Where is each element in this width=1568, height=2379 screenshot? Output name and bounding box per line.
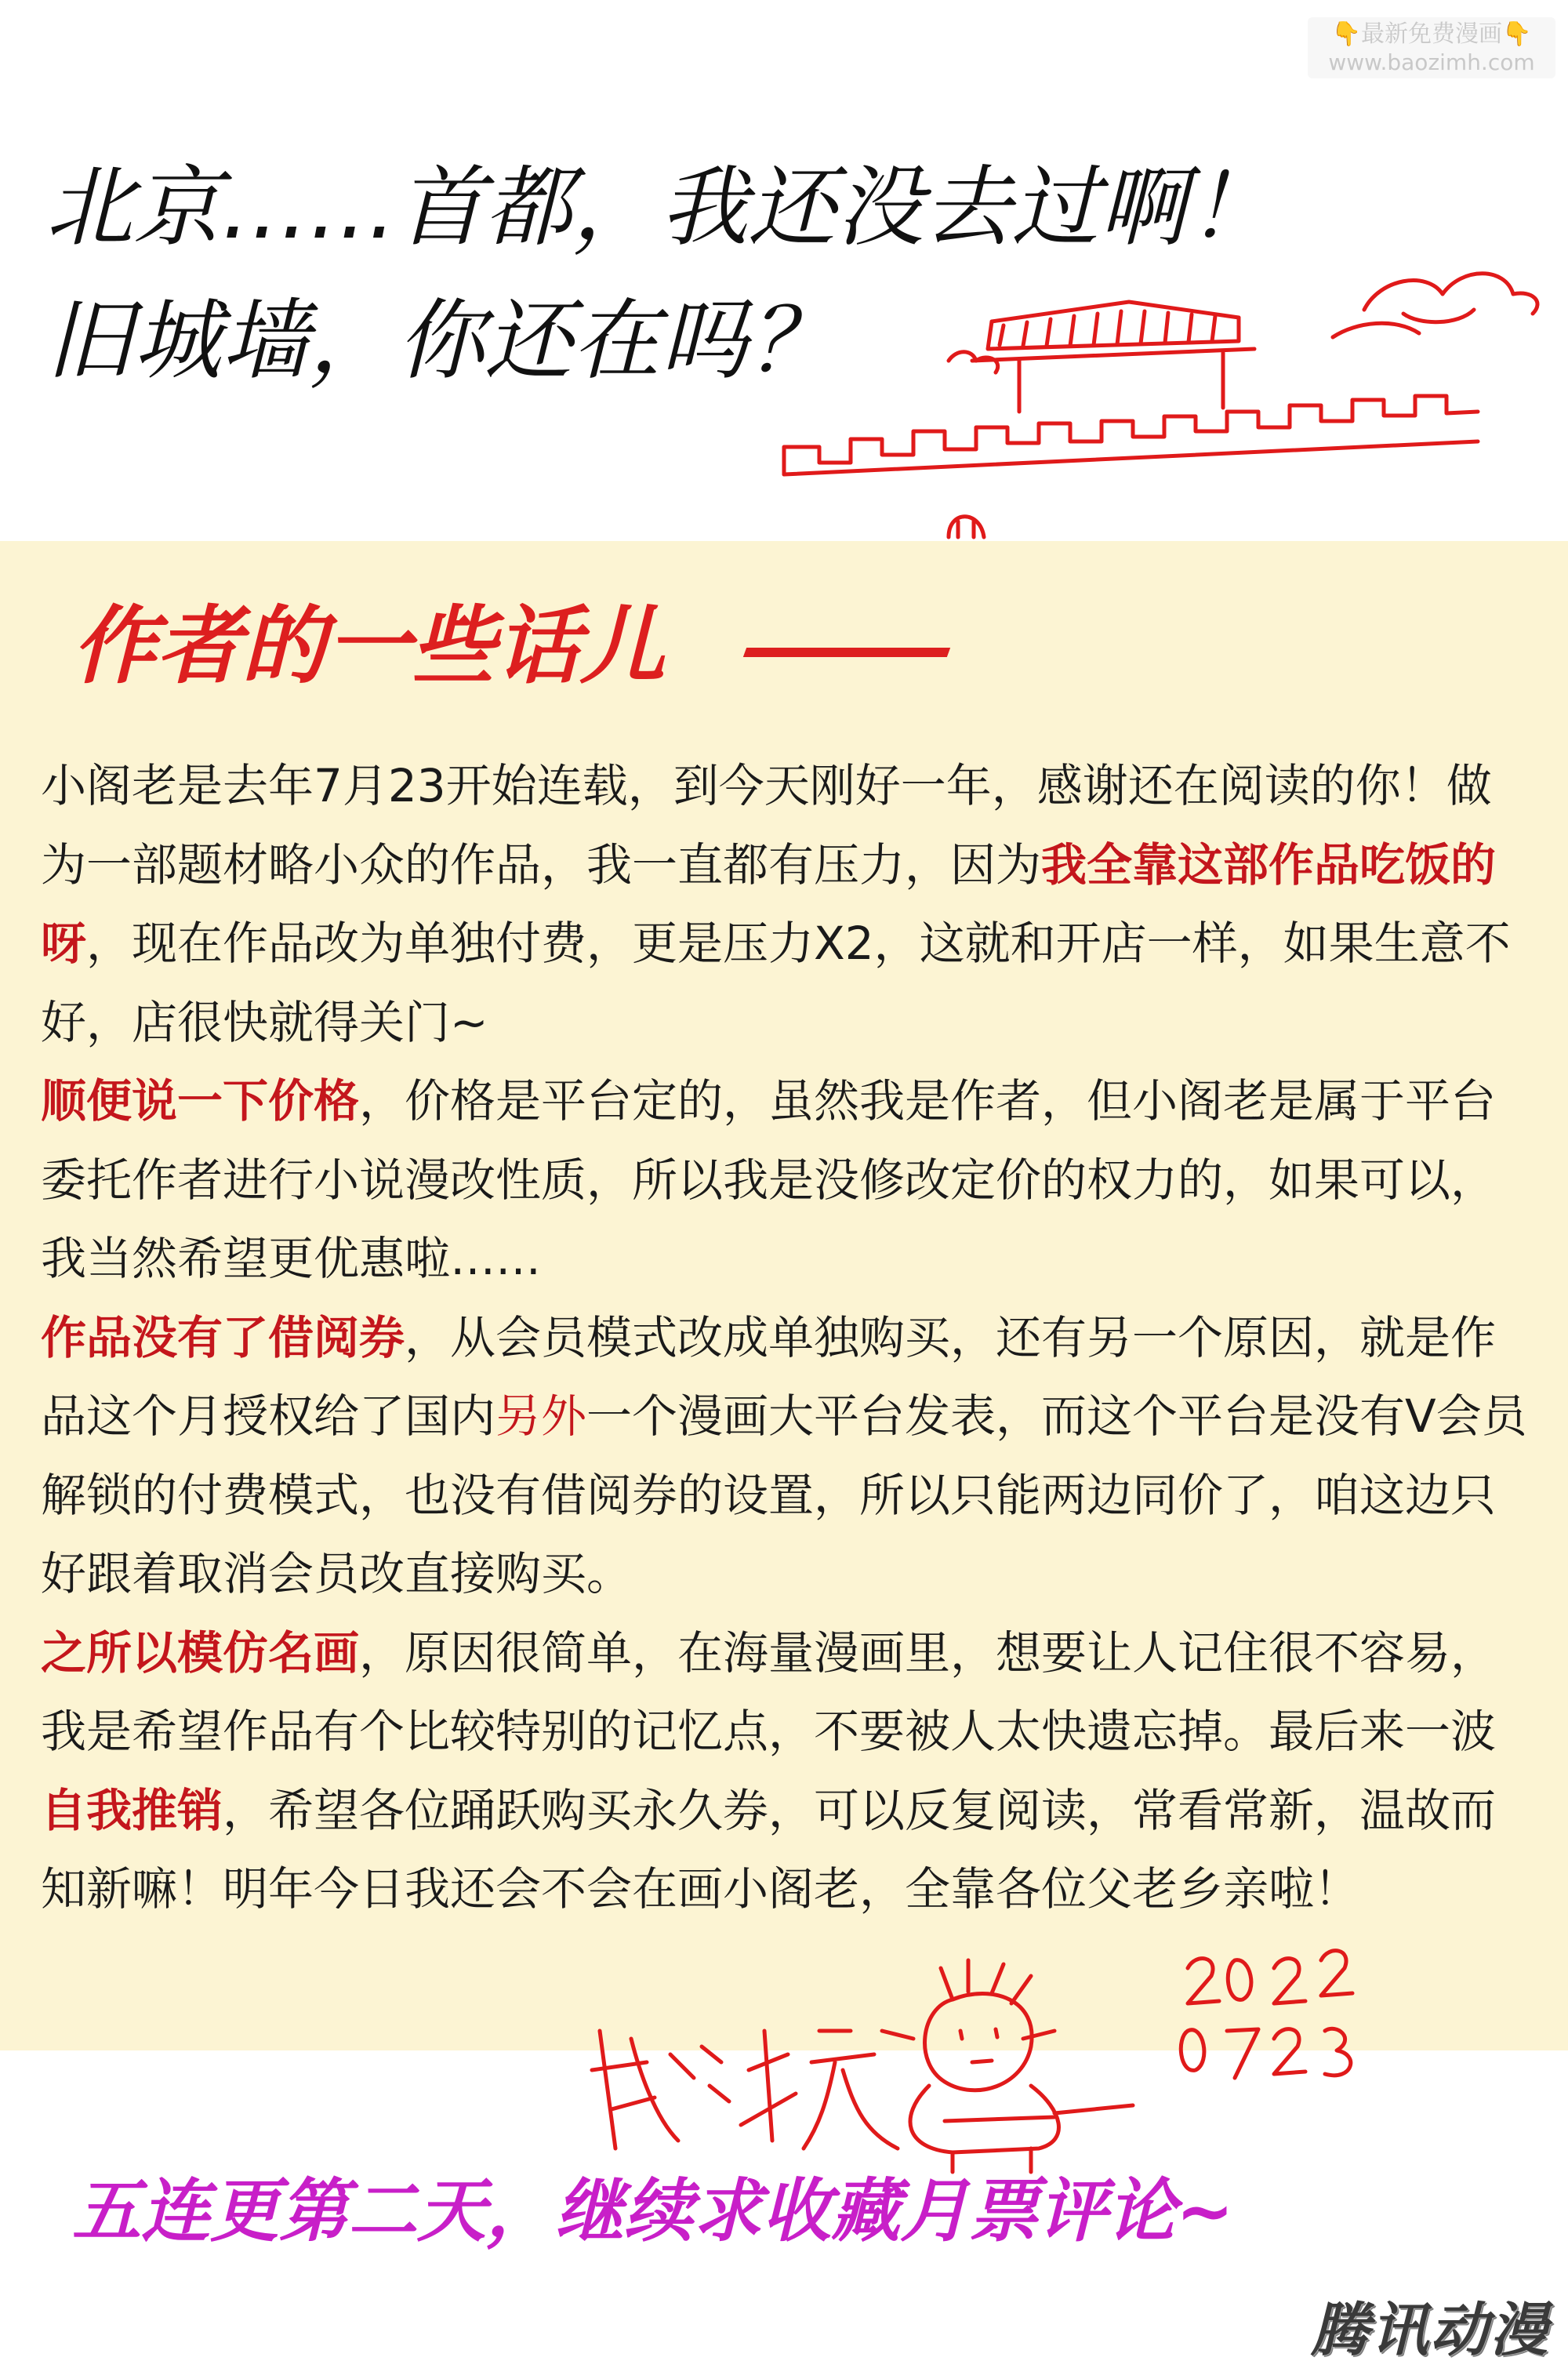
pointing-down-icon: 👇 bbox=[1331, 20, 1361, 48]
watermark-url: www.baozimh.com bbox=[1328, 49, 1535, 75]
note-paragraph bbox=[41, 1614, 1534, 1929]
heading-line-1: 北京……首都，我还没去过啊！ bbox=[45, 157, 1275, 259]
text-segment: ，价格是平台定的，虽然我是作者，但小阁老是属于平台委托作者进行小说漫改性质，所以我是没修改定价的权力的，如果可以，我当然希望更优惠啦…… bbox=[41, 1074, 1497, 1285]
note-paragraph bbox=[41, 1062, 1534, 1298]
note-paragraph bbox=[41, 1298, 1534, 1614]
highlight-text: 我全靠这部作品吃饭的呀 bbox=[41, 837, 1497, 970]
highlight-text: 另外 bbox=[495, 1389, 587, 1443]
pointing-down-icon: 👇 bbox=[1502, 20, 1532, 48]
note-body bbox=[41, 746, 1534, 1929]
highlight-text: 之所以模仿名画 bbox=[41, 1625, 360, 1680]
publisher-logo: 腾讯动漫 bbox=[1311, 2297, 1549, 2364]
note-paragraph bbox=[41, 746, 1534, 1062]
watermark-text: 最新免费漫画 bbox=[1361, 20, 1502, 48]
text-segment: ，从会员模式改成单独购买，还有另一个原因，就是作品这个月授权给了国内 bbox=[41, 1310, 1497, 1443]
site-watermark bbox=[1308, 17, 1555, 78]
highlight-text: 作品没有了借阅券 bbox=[41, 1310, 405, 1364]
highlight-text: 自我推销 bbox=[41, 1783, 223, 1837]
author-signature bbox=[584, 1913, 1376, 2180]
note-title: 作者的一些话儿 bbox=[72, 597, 666, 696]
footer-message: 五连更第二天，继续求收藏月票评论~ bbox=[72, 2170, 1234, 2251]
text-segment: ，现在作品改为单独付费，更是压力X2，这就和开店一样，如果生意不好，店很快就得关门~ bbox=[41, 917, 1511, 1049]
text-segment: 小阁老是去年7月23开始连载，到今天刚好一年，感谢还在阅读的你！做为一部题材略小众的作品，我一直都有压力，因为 bbox=[41, 759, 1492, 892]
highlight-text: 顺便说一下价格 bbox=[41, 1074, 360, 1128]
text-segment: ，原因很简单，在海量漫画里，想要让人记住很不容易，我是希望作品有个比较特别的记忆点，不要被人太快遗忘掉。最后来一波 bbox=[41, 1625, 1497, 1758]
watermark-line1 bbox=[1308, 20, 1555, 49]
text-segment: 一个漫画大平台发表，而这个平台是没有V会员解锁的付费模式，也没有借阅券的设置，所以只能两边同价了，咱这边只好跟着取消会员改直接购买。 bbox=[41, 1389, 1527, 1600]
city-wall-drawing bbox=[690, 192, 1560, 545]
heading-line-2: 旧城墙，你还在吗？ bbox=[45, 290, 836, 392]
title-dash-decoration bbox=[743, 648, 950, 657]
text-segment: ，希望各位踊跃购买永久券，可以反复阅读，常看常新，温故而知新嘛！明年今日我还会不会在画小阁老，全靠各位父老乡亲啦！ bbox=[41, 1783, 1497, 1916]
